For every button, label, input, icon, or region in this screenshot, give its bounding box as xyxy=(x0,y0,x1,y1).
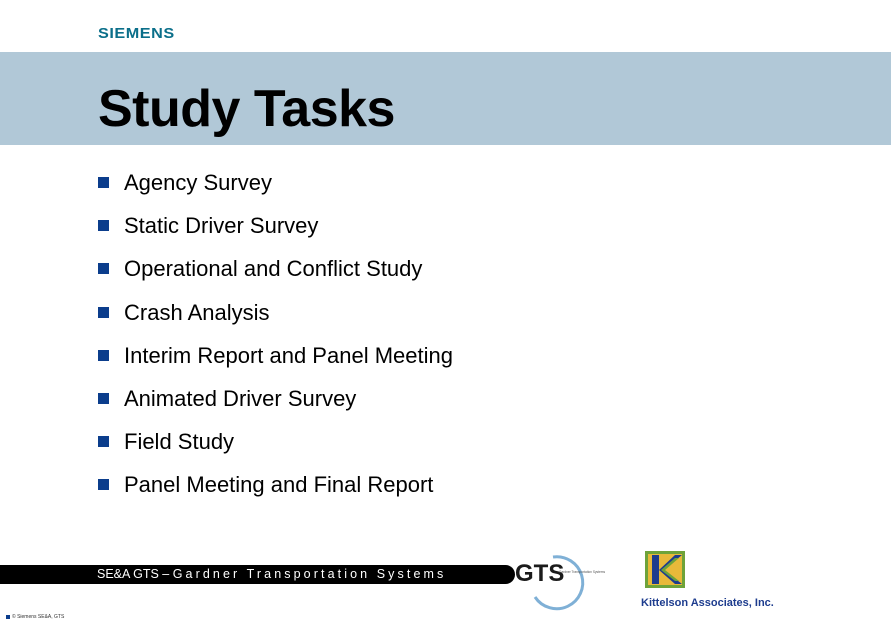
bullet-text: Crash Analysis xyxy=(124,299,270,325)
copyright-note xyxy=(6,614,64,620)
siemens-logo: SIEMENS xyxy=(98,25,175,42)
bullet-item xyxy=(98,253,453,296)
kittelson-label: Kittelson Associates, Inc. xyxy=(641,597,774,609)
copyright-text: © Siemens SE&A, GTS xyxy=(12,614,65,620)
square-bullet-icon xyxy=(98,177,109,188)
bullet-text: Interim Report and Panel Meeting xyxy=(124,342,453,368)
gts-logo-text: GTS xyxy=(515,560,565,587)
bullet-text: Agency Survey xyxy=(124,170,272,195)
bullet-item xyxy=(98,167,453,210)
bullet-text: Animated Driver Survey xyxy=(124,385,357,411)
bullet-item xyxy=(98,426,453,469)
slide-title: Study Tasks xyxy=(98,80,395,138)
square-bullet-icon xyxy=(98,220,109,231)
bullet-item xyxy=(98,340,453,383)
footer-prefix: SE&A GTS – xyxy=(97,567,173,581)
bullet-item xyxy=(98,297,453,340)
footer-bar-text xyxy=(97,565,446,584)
footer-company: Gardner Transportation Systems xyxy=(172,567,447,581)
square-bullet-icon xyxy=(98,479,109,490)
bullet-item xyxy=(98,469,453,512)
gts-logo-small-text: Gardner Transportation Systems xyxy=(559,570,606,574)
bullet-item xyxy=(98,210,453,253)
square-bullet-icon xyxy=(98,436,109,447)
bullet-text: Panel Meeting and Final Report xyxy=(124,472,434,498)
bullet-text: Field Study xyxy=(124,429,235,455)
square-bullet-icon xyxy=(98,307,109,318)
bullet-text: Operational and Conflict Study xyxy=(124,256,423,282)
bullet-text: Static Driver Survey xyxy=(124,213,319,239)
square-bullet-icon xyxy=(98,393,109,404)
square-bullet-icon xyxy=(98,350,109,361)
gts-logo xyxy=(513,551,606,601)
kittelson-k-icon xyxy=(645,551,685,588)
square-bullet-icon xyxy=(98,263,109,274)
bullet-item xyxy=(98,383,453,426)
square-bullet-icon xyxy=(6,615,10,619)
bullet-list xyxy=(98,167,453,513)
